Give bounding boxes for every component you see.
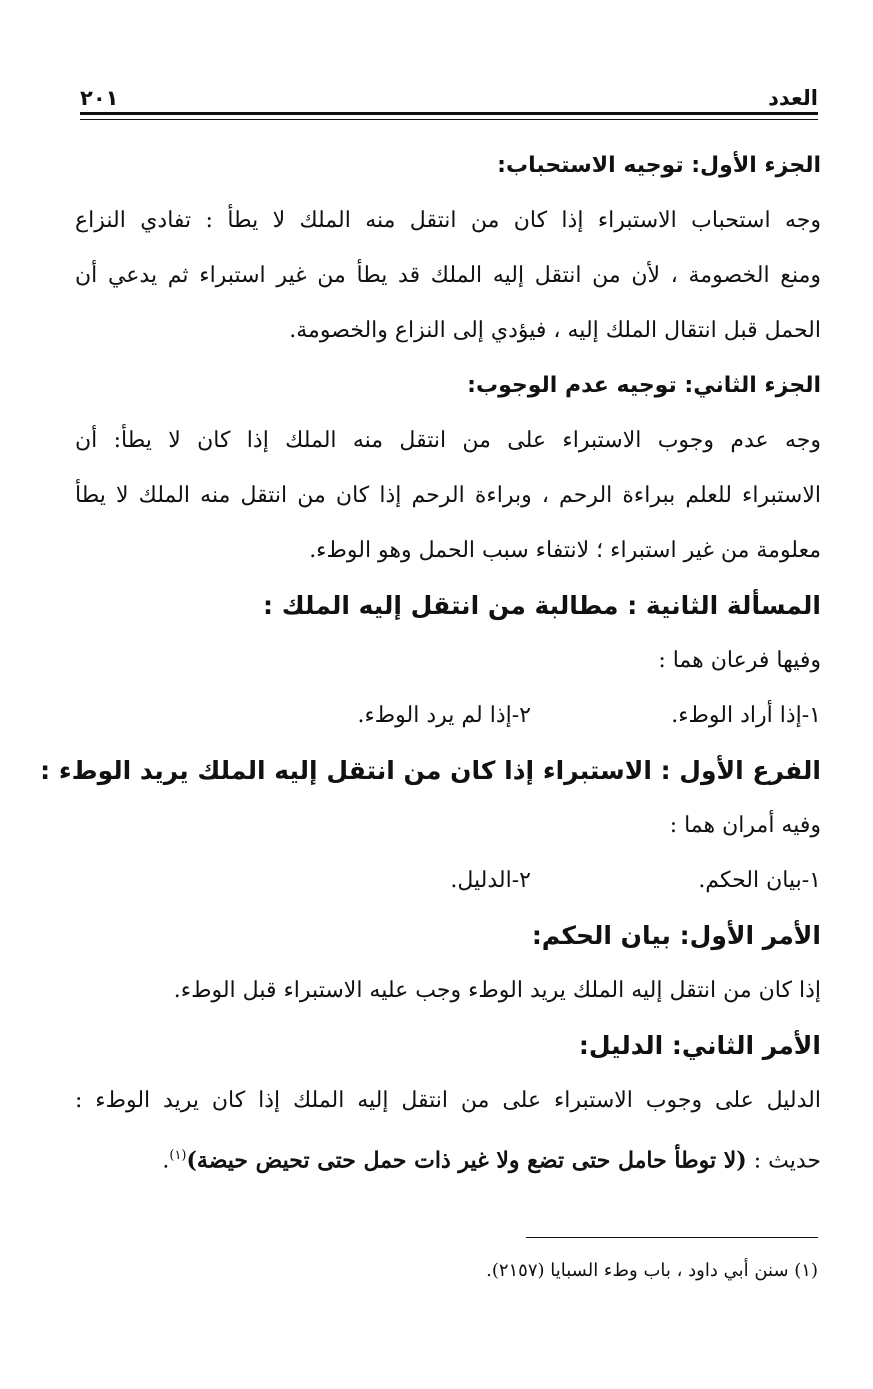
paragraph-line: الحمل قبل انتقال الملك إليه ، فيؤدي إلى النزاع والخصومة. [289,318,821,343]
paragraph-line: ومنع الخصومة ، لأن من انتقل إليه الملك قد يطأ من غير استبراء ثم يدعي أن [75,263,821,288]
footnote-rule [526,1237,818,1238]
heading-second-issue: المسألة الثانية : مطالبة من انتقل إليه الملك : [263,591,821,620]
list-item: ٢-الدليل. [450,868,531,893]
footnote-reference[interactable]: (١) [169,1148,187,1163]
paragraph-line: وفيه أمران هما : [669,813,821,838]
hadith-line [75,1136,821,1191]
heading-second-matter: الأمر الثاني: الدليل: [578,1031,821,1060]
paragraph-line: إذا كان من انتقل إليه الملك يريد الوطء وجب عليه الاستبراء قبل الوطء. [173,978,821,1003]
page-header [80,78,818,110]
hadith-end: . [162,1148,170,1174]
paragraph-line: معلومة من غير استبراء ؛ لانتفاء سبب الحمل وهو الوطء. [309,538,821,563]
numbered-list [75,696,821,751]
hadith-text: (لا توطأ حامل حتى تضع ولا غير ذات حمل حتى تحيض حيضة) [186,1147,747,1174]
header-rule-thick [80,112,818,115]
section-title: العدد [768,86,818,110]
list-item: ١-إذا أراد الوطء. [671,703,821,728]
paragraph-line: وجه استحباب الاستبراء إذا كان من انتقل منه الملك لا يطأ : تفادي النزاع [75,208,821,233]
paragraph-line: الدليل على وجوب الاستبراء على من انتقل إليه الملك إذا كان يريد الوطء : [75,1088,821,1113]
header-rule-thin [80,119,818,120]
paragraph-line: الاستبراء للعلم ببراءة الرحم ، وبراءة الرحم إذا كان من انتقل منه الملك لا يطأ [75,483,821,508]
list-item: ٢-إذا لم يرد الوطء. [357,703,531,728]
page-body [40,146,821,1191]
numbered-list [75,861,821,916]
heading-part-one: الجزء الأول: توجيه الاستحباب: [497,153,821,178]
paragraph-line: وفيها فرعان هما : [658,648,821,673]
heading-first-branch: الفرع الأول : الاستبراء إذا كان من انتقل إليه الملك يريد الوطء : [40,756,821,785]
heading-part-two: الجزء الثاني: توجيه عدم الوجوب: [467,373,821,398]
footnote: (١) سنن أبي داود ، باب وطء السبايا (٢١٥٧). [486,1260,818,1281]
page-number: ٢٠١ [80,86,119,110]
heading-first-matter: الأمر الأول: بيان الحكم: [531,921,821,950]
list-item: ١-بيان الحكم. [698,868,821,893]
paragraph-line: وجه عدم وجوب الاستبراء على من انتقل منه الملك إذا كان لا يطأ: أن [75,428,821,453]
hadith-prefix: حديث : [746,1148,821,1174]
